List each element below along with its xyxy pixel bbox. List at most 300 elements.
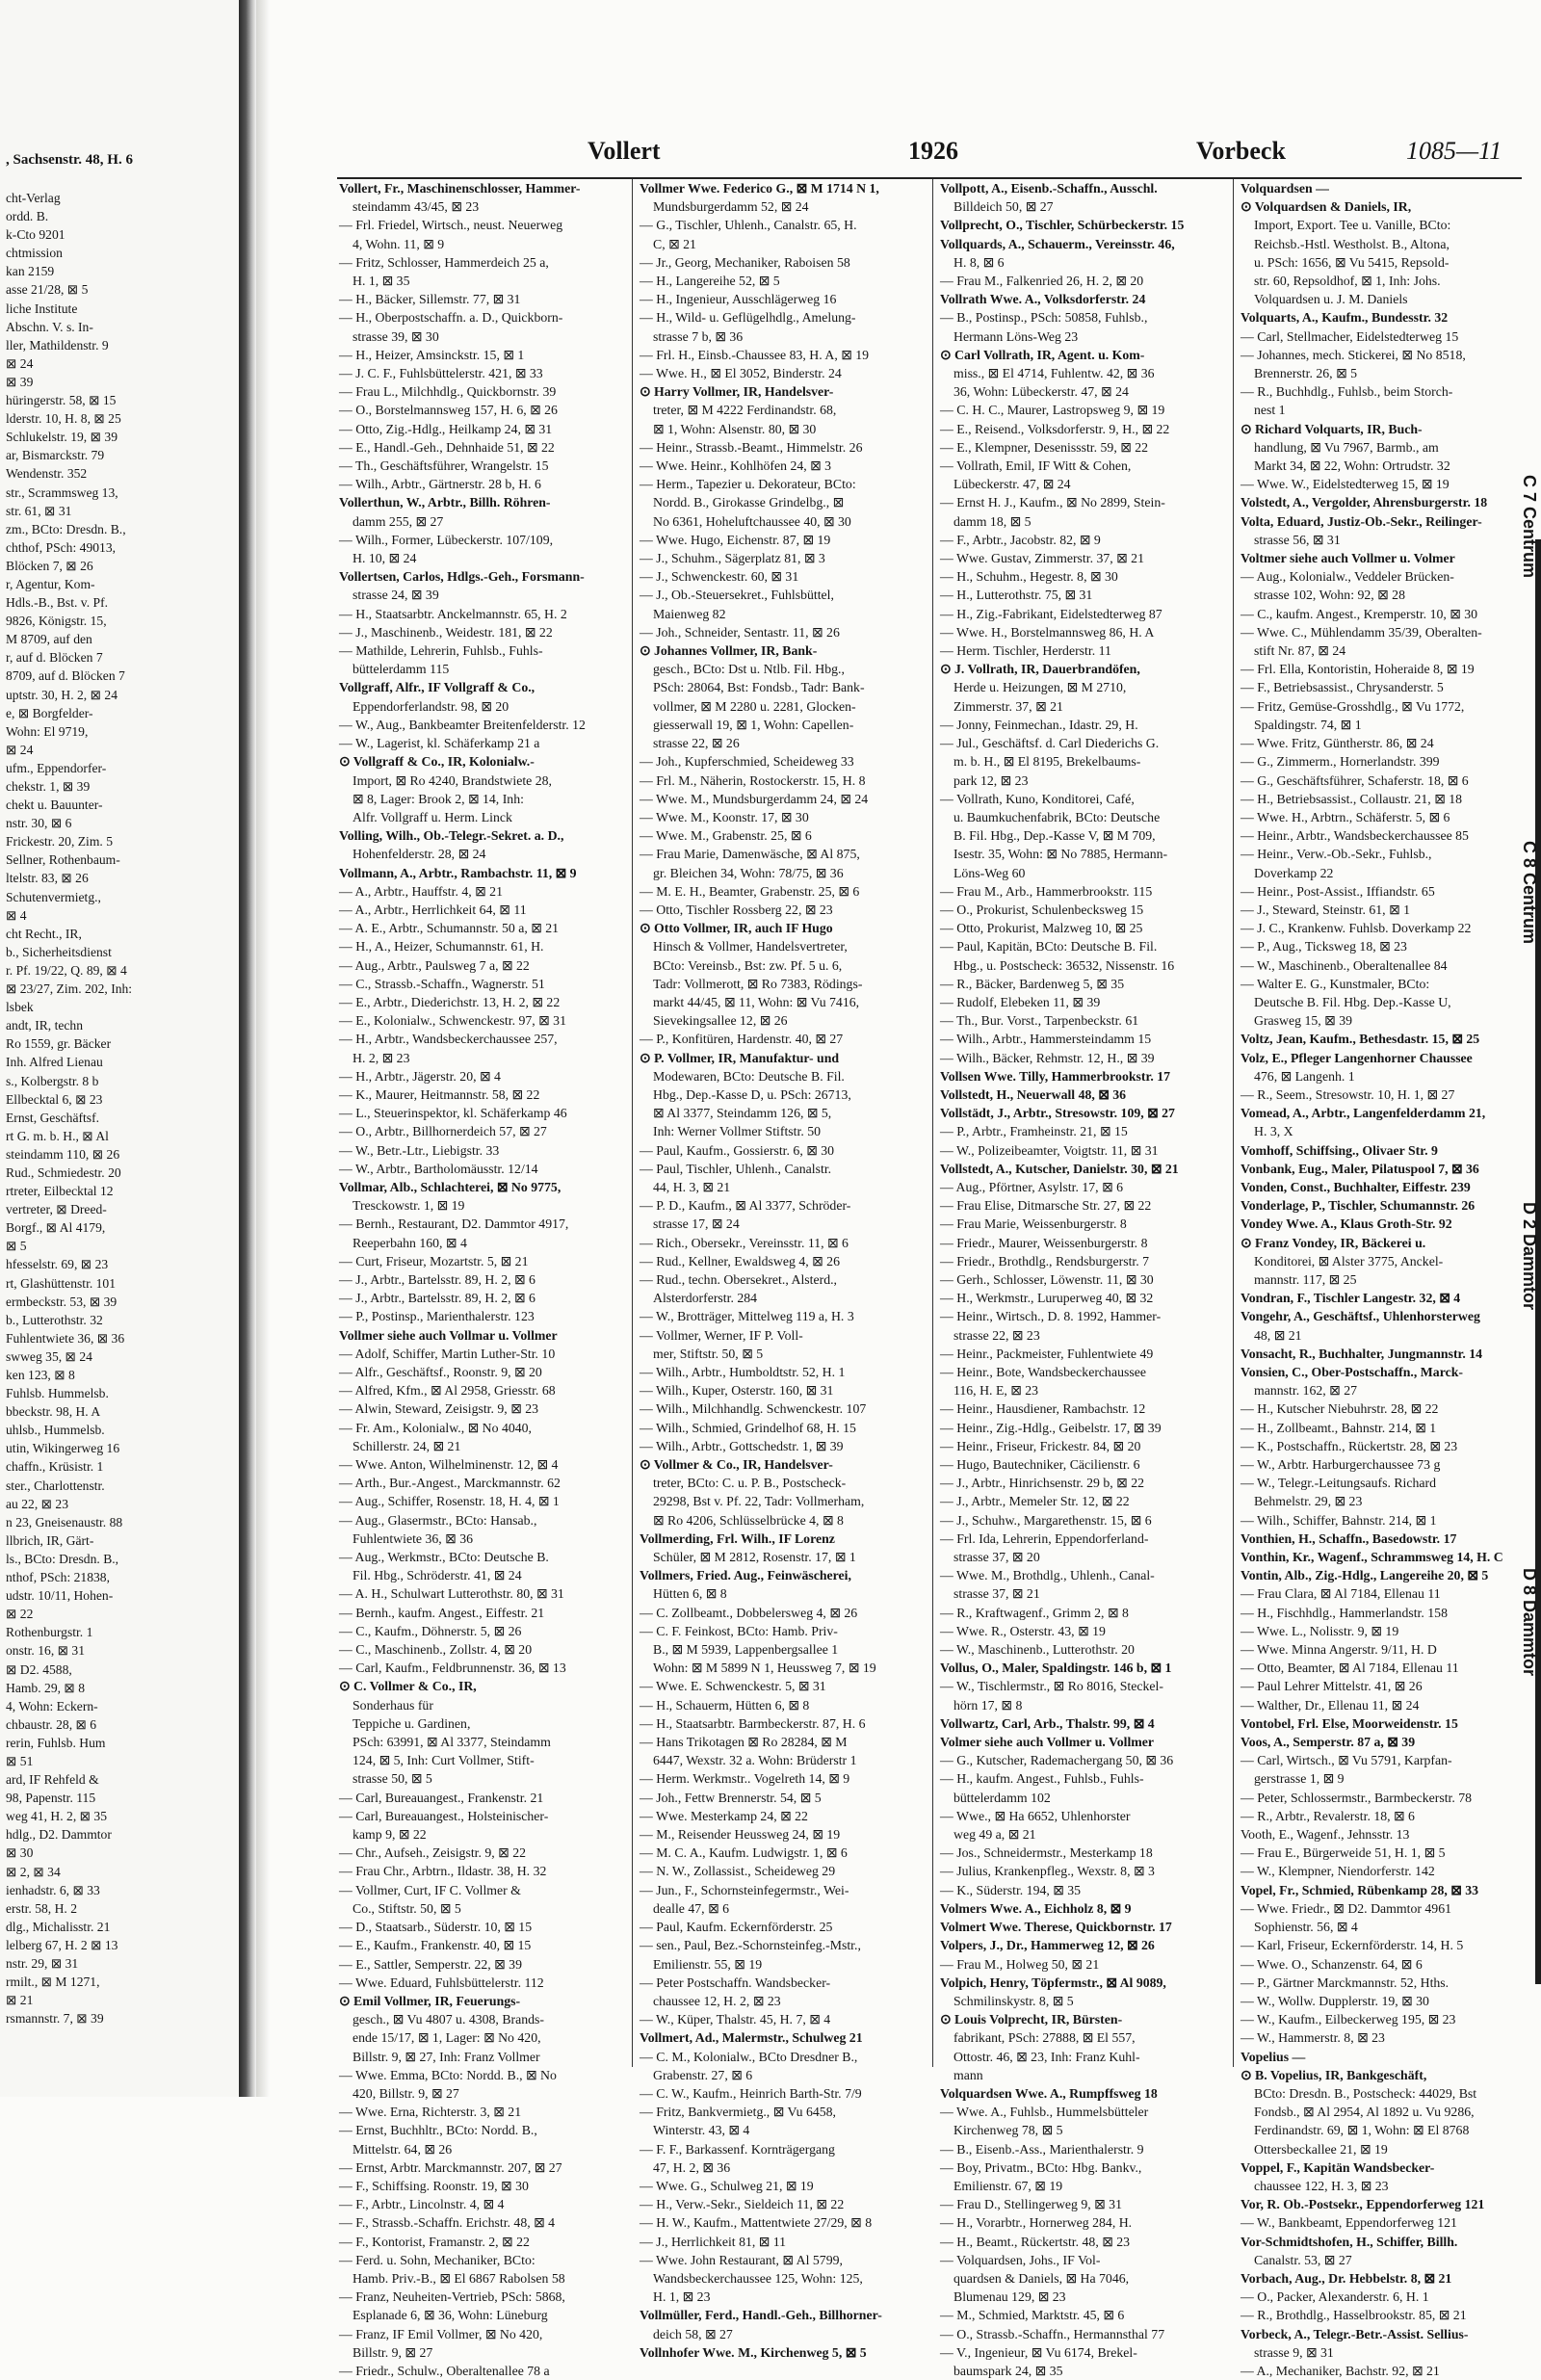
previous-page-line: chbaustr. 28, ⊠ 6: [6, 1716, 97, 1732]
directory-entry: — Th., Geschäftsführer, Wrangelstr. 15: [339, 458, 549, 474]
directory-entry: — Wwe. Eduard, Fuhlsbüttelerstr. 112: [339, 1975, 544, 1990]
directory-entry: büttelerdamm 115: [353, 662, 450, 677]
directory-entry: ⊠ 8, Lager: Brook 2, ⊠ 14, Inh:: [353, 791, 524, 806]
directory-entry: — H., Wild- u. Geflügelhdlg., Amelung-: [640, 310, 856, 326]
directory-entry: — Heinr., Zig.-Hdlg., Geibelstr. 17, ⊠ 39: [940, 1420, 1162, 1435]
directory-entry: — C., Kaufm., Döhnerstr. 5, ⊠ 26: [339, 1623, 522, 1638]
directory-entry: Volpich, Henry, Töpfermstr., ⊠ Al 9089,: [940, 1975, 1166, 1990]
directory-entry: — W., Arbtr., Bartholomäusstr. 12/14: [339, 1161, 538, 1176]
directory-entry: strasse 37, ⊠ 20: [953, 1550, 1040, 1565]
directory-entry: Vollprecht, O., Tischler, Schürbeckerstr. 15: [940, 218, 1185, 233]
previous-page-line: rtreter, Eilbecktal 12: [6, 1184, 114, 1199]
directory-entry: — Aug., Arbtr., Paulsweg 7 a, ⊠ 22: [339, 957, 530, 973]
directory-entry: gesch., BCto: Dst u. Ntlb. Fil. Hbg.,: [653, 662, 845, 677]
head-last-entry: Vorbeck: [1196, 137, 1286, 165]
directory-entry: Vontin, Alb., Zig.-Hdlg., Langereihe 20, ⊠ 5: [1241, 1568, 1489, 1583]
directory-entry: mann: [953, 2067, 983, 2082]
directory-entry: — Frl. M., Näherin, Rostockerstr. 15, H. 8: [640, 772, 866, 788]
directory-entry: — Gerh., Schlosser, Löwenstr. 11, ⊠ 30: [940, 1271, 1154, 1287]
previous-page-line: ⊠ 24: [6, 355, 34, 371]
directory-entry: — Vollrath, Kuno, Konditorei, Café,: [940, 791, 1135, 806]
directory-entry: — sen., Paul, Bez.-Schornsteinfeg.-Mstr.,: [640, 1938, 861, 1953]
directory-entry: — Frl. Friedel, Wirtsch., neust. Neuerweg: [339, 218, 563, 233]
directory-entry: Teppiche u. Gardinen,: [353, 1715, 471, 1731]
directory-entry: Vollstädt, J., Arbtr., Stresowstr. 109, ⊠ 27: [940, 1106, 1175, 1121]
directory-entry: u. Baumkuchenfabrik, BCto: Deutsche: [953, 809, 1161, 824]
column-1: [339, 179, 624, 2378]
directory-entry: — G., Geschäftsführer, Schaferstr. 18, ⊠ 6: [1241, 772, 1469, 788]
directory-entry: — E., Reisend., Volksdorferstr. 9, H., ⊠ 22: [940, 421, 1170, 436]
directory-entry: Doverkamp 22: [1254, 865, 1334, 880]
previous-page-line: hfesselstr. 69, ⊠ 23: [6, 1257, 109, 1272]
directory-entry: — Joh., Fettw Brennerstr. 54, ⊠ 5: [640, 1790, 822, 1805]
previous-page-line: Wohn: El 9719,: [6, 723, 89, 739]
directory-entry: Vongehr, A., Geschäftsf., Uhlenhorsterweg: [1241, 1309, 1480, 1324]
directory-entry: — Johannes, mech. Stickerei, ⊠ No 8518,: [1241, 347, 1466, 362]
directory-entry: — P., Arbtr., Framheinstr. 21, ⊠ 15: [940, 1124, 1128, 1139]
directory-entry: Vor, R. Ob.-Postsekr., Eppendorferweg 121: [1241, 2197, 1485, 2212]
directory-entry: — Paul, Kapitän, BCto: Deutsche B. Fil.: [940, 939, 1158, 955]
directory-entry: — Wwe. M., Mundsburgerdamm 24, ⊠ 24: [640, 791, 869, 806]
directory-entry: — Aug., Pförtner, Asylstr. 17, ⊠ 6: [940, 1179, 1123, 1194]
directory-entry: Sievekingsallee 12, ⊠ 26: [653, 1013, 788, 1029]
directory-entry: hörn 17, ⊠ 8: [953, 1697, 1023, 1713]
directory-entry: — Carl, Stellmacher, Eidelstedterweg 15: [1241, 328, 1459, 344]
directory-entry: — Rud., Kellner, Ewaldsweg 4, ⊠ 26: [640, 1253, 840, 1268]
directory-entry: — Wilh., Bäcker, Rehmstr. 12, H., ⊠ 39: [940, 1050, 1155, 1065]
directory-entry: — A. H., Schulwart Lutterothstr. 80, ⊠ 31: [339, 1586, 564, 1602]
directory-entry: — Wwe. M., Koonstr. 17, ⊠ 30: [640, 809, 809, 824]
directory-entry: — M., Schmied, Marktstr. 45, ⊠ 6: [940, 2308, 1125, 2323]
district-note: D 2 Dammtor: [1520, 1201, 1539, 1310]
directory-entry: — H., Langereihe 52, ⊠ 5: [640, 274, 780, 289]
previous-page-line: Hdls.-B., Bst. v. Pf.: [6, 595, 108, 611]
directory-entry: Vontobel, Frl. Else, Moorweidenstr. 15: [1241, 1715, 1458, 1731]
directory-entry: Billdeich 50, ⊠ 27: [953, 199, 1054, 215]
directory-entry: — Wwe., ⊠ Ha 6652, Uhlenhorster: [940, 1808, 1131, 1823]
previous-page-line: b., Lutterothstr. 32: [6, 1312, 103, 1327]
directory-entry: — E., Kaufm., Frankenstr. 40, ⊠ 15: [339, 1938, 532, 1953]
directory-entry: — W., Klempner, Niendorferstr. 142: [1241, 1864, 1435, 1879]
directory-entry: Zimmerstr. 37, ⊠ 21: [953, 698, 1063, 714]
directory-entry: strasse 39, ⊠ 30: [353, 328, 439, 344]
directory-entry: Voltz, Jean, Kaufm., Bethesdastr. 15, ⊠ 25: [1241, 1032, 1480, 1047]
directory-entry: — Hans Trikotagen ⊠ Ro 28284, ⊠ M: [640, 1735, 848, 1750]
directory-entry: — Herm. Tischler, Herderstr. 11: [940, 643, 1111, 659]
directory-entry: Nordd. B., Girokasse Grindelbg., ⊠: [653, 495, 845, 510]
previous-page-line: Schlukelstr. 19, ⊠ 39: [6, 430, 118, 445]
directory-entry: Maienweg 82: [653, 606, 726, 621]
directory-entry: — Fritz, Schlosser, Hammerdeich 25 a,: [339, 254, 549, 270]
directory-entry: nest 1: [1254, 403, 1286, 418]
directory-entry: Esplanade 6, ⊠ 36, Wohn: Lüneburg: [353, 2308, 548, 2323]
district-note: D 8 Dammtor: [1520, 1567, 1539, 1676]
previous-page-line: weg 41, H. 2, ⊠ 35: [6, 1809, 108, 1824]
directory-entry: — H., Schauerm, Hütten 6, ⊠ 8: [640, 1697, 810, 1713]
directory-entry: — Wwe. R., Osterstr. 43, ⊠ 19: [940, 1623, 1106, 1638]
directory-entry: Vonderlage, P., Tischler, Schumannstr. 26: [1241, 1198, 1476, 1214]
previous-page-line: s., Kolbergstr. 8 b: [6, 1073, 99, 1088]
previous-page-line: ⊠ 5: [6, 1239, 27, 1254]
directory-entry: Inh: Werner Vollmer Stiftstr. 50: [653, 1124, 822, 1139]
directory-entry: — R., Seem., Stresowstr. 10, H. 1, ⊠ 27: [1241, 1086, 1455, 1102]
directory-entry: — Rud., techn. Obersekret., Alsterd.,: [640, 1271, 837, 1287]
directory-entry: — H., Vorarbtr., Hornerweg 284, H.: [940, 2215, 1133, 2231]
directory-entry: — O., Borstelmannsweg 157, H. 6, ⊠ 26: [339, 403, 558, 418]
directory-entry: — H., Lutterothstr. 75, ⊠ 31: [940, 588, 1093, 603]
previous-page-line: Rud., Schmiedestr. 20: [6, 1164, 121, 1180]
directory-entry: strasse 22, ⊠ 26: [653, 736, 740, 751]
directory-entry: — E., Kolonialw., Schwenckestr. 97, ⊠ 31: [339, 1013, 566, 1029]
directory-entry: — Curt, Friseur, Mozartstr. 5, ⊠ 21: [339, 1253, 529, 1268]
directory-entry: strasse 17, ⊠ 24: [653, 1216, 740, 1232]
previous-page-line: ⊠ 23/27, Zim. 202, Inh:: [6, 981, 133, 997]
directory-entry: — Wwe. A., Fuhlsb., Hummelsbütteler: [940, 2105, 1149, 2120]
previous-page-line: onstr. 16, ⊠ 31: [6, 1643, 86, 1659]
directory-entry: Vomhoff, Schiffsing., Olivaer Str. 9: [1241, 1142, 1438, 1158]
previous-page-line: r. Pf. 19/22, Q. 89, ⊠ 4: [6, 962, 127, 978]
directory-entry: — Frau Marie, Weissenburgerstr. 8: [940, 1216, 1127, 1232]
directory-entry: — Alfred, Kfm., ⊠ Al 2958, Griesstr. 68: [339, 1383, 556, 1399]
previous-page-line: str., Scrammsweg 13,: [6, 484, 118, 500]
previous-page-line: Ernst, Geschäftsf.: [6, 1110, 100, 1125]
directory-entry: ⊙ Franz Vondey, IR, Bäckerei u.: [1241, 1235, 1426, 1250]
directory-entry: — Walter E. G., Kunstmaler, BCto:: [1241, 976, 1430, 991]
previous-page-line: Sellner, Rothenbaum-: [6, 852, 120, 868]
directory-entry: Vollwartz, Carl, Arb., Thalstr. 99, ⊠ 4: [940, 1715, 1155, 1731]
directory-entry: — H., Staatsarbtr. Barmbeckerstr. 87, H. 6: [640, 1715, 866, 1731]
directory-entry: — D., Staatsarb., Süderstr. 10, ⊠ 15: [339, 1920, 533, 1935]
directory-entry: — Wilh., Milchhandlg. Schwenckestr. 107: [640, 1401, 867, 1417]
directory-entry: — Wwe. E. Schwenckestr. 5, ⊠ 31: [640, 1679, 826, 1694]
previous-page-line: ard, IF Rehfeld &: [6, 1772, 99, 1788]
directory-entry: chaussee 12, H. 2, ⊠ 23: [653, 1993, 781, 2008]
directory-entry: Tresckowstr. 1, ⊠ 19: [353, 1198, 465, 1214]
directory-entry: — Wwe. G., Schulweg 21, ⊠ 19: [640, 2178, 814, 2193]
directory-entry: — Heinr., Arbtr., Wandsbeckerchaussee 85: [1241, 828, 1469, 844]
directory-entry: 4, Wohn. 11, ⊠ 9: [353, 236, 445, 251]
directory-entry: Blumenau 129, ⊠ 23: [953, 2289, 1066, 2305]
directory-entry: Vollmann, A., Arbtr., Rambachstr. 11, ⊠ 9: [339, 865, 577, 880]
directory-entry: — H., Staatsarbtr. Anckelmannstr. 65, H. 2: [339, 606, 567, 621]
directory-entry: — Joh., Kupferschmied, Scheideweg 33: [640, 754, 854, 770]
previous-page-line: ⊠ 30: [6, 1845, 34, 1861]
directory-entry: — Frau M., Falkenried 26, H. 2, ⊠ 20: [940, 274, 1144, 289]
directory-entry: strasse 37, ⊠ 21: [953, 1586, 1040, 1602]
previous-page-line: ken 123, ⊠ 8: [6, 1368, 75, 1382]
directory-entry: H. 1, ⊠ 23: [653, 2289, 711, 2305]
directory-entry: — Frau Marie, Damenwäsche, ⊠ Al 875,: [640, 847, 860, 862]
directory-entry: m. b. H., ⊠ El 8195, Brekelbaums-: [953, 754, 1141, 770]
directory-entry: Sophienstr. 56, ⊠ 4: [1254, 1920, 1358, 1935]
directory-entry: ⊠ Ro 4206, Schlüsselbrücke 4, ⊠ 8: [653, 1512, 844, 1528]
previous-page-line: ⊠ 39: [6, 374, 34, 389]
directory-entry: — Wwe. Minna Angerstr. 9/11, H. D: [1241, 1642, 1437, 1658]
directory-entry: Hamb. Priv.-B., ⊠ El 6867 Rabolsen 58: [353, 2270, 565, 2286]
previous-page-line: Inh. Alfred Lienau: [6, 1055, 103, 1070]
directory-entry: Schillerstr. 24, ⊠ 21: [353, 1438, 461, 1453]
directory-entry: Vollmer siehe auch Vollmar u. Vollmer: [339, 1327, 558, 1343]
directory-entry: — A., Arbtr., Herrlichkeit 64, ⊠ 11: [339, 902, 527, 917]
directory-entry: — Ernst, Buchhltr., BCto: Nordd. B.,: [339, 2123, 537, 2138]
directory-entry: — Frau Elise, Ditmarsche Str. 27, ⊠ 22: [940, 1198, 1152, 1214]
directory-entry: Vollpott, A., Eisenb.-Schaffn., Ausschl.: [940, 181, 1158, 196]
directory-entry: Volpers, J., Dr., Hammerweg 12, ⊠ 26: [940, 1938, 1155, 1953]
directory-entry: ⊙ Harry Vollmer, IR, Handelsver-: [640, 384, 834, 400]
previous-page-line: Fuhlentwiete 36, ⊠ 36: [6, 1330, 125, 1346]
directory-entry: — Wwe. L., Nolisstr. 9, ⊠ 19: [1241, 1623, 1399, 1638]
directory-entry: — M. C. A., Kaufm. Ludwigstr. 1, ⊠ 6: [640, 1845, 848, 1861]
directory-entry: strasse 7 b, ⊠ 36: [653, 328, 744, 344]
directory-entry: — H., Zollbeamt., Bahnstr. 214, ⊠ 1: [1241, 1420, 1437, 1435]
directory-entry: — Wwe. Anton, Wilhelminenstr. 12, ⊠ 4: [339, 1457, 559, 1473]
directory-entry: — H., Schuhm., Hegestr. 8, ⊠ 30: [940, 569, 1118, 585]
directory-entry: Volz, E., Pfleger Langenhorner Chaussee: [1241, 1050, 1473, 1065]
directory-entry: Vollsen Wwe. Tilly, Hammerbrookstr. 17: [940, 1068, 1171, 1084]
directory-entry: — Jos., Schneidermstr., Mesterkamp 18: [940, 1845, 1153, 1861]
previous-page-line: 4, Wohn: Eckern-: [6, 1698, 98, 1713]
directory-entry: strasse 56, ⊠ 31: [1254, 532, 1341, 547]
directory-entry: — E., Arbtr., Diederichstr. 13, H. 2, ⊠ 22: [339, 994, 561, 1009]
previous-page-line: ller, Mathildenstr. 9: [6, 337, 109, 353]
previous-page-line: Ellbecktal 6, ⊠ 23: [6, 1091, 103, 1107]
directory-page: [270, 0, 1541, 2378]
previous-page-line: ls., BCto: Dresdn. B.,: [6, 1551, 119, 1566]
directory-entry: — A. E., Arbtr., Schumannstr. 50 a, ⊠ 21: [339, 921, 560, 936]
directory-entry: — B., Postinsp., PSch: 50858, Fuhlsb.,: [940, 310, 1148, 326]
directory-entry: — Heinr., Strassb.-Beamt., Himmelstr. 26: [640, 439, 863, 455]
directory-entry: — Frau D., Stellingerweg 9, ⊠ 31: [940, 2197, 1122, 2212]
directory-entry: — P., Postinsp., Marienthalerstr. 123: [339, 1309, 535, 1324]
directory-entry: — C. Zollbeamt., Dobbelersweg 4, ⊠ 26: [640, 1605, 858, 1620]
directory-entry: mer, Stiftstr. 50, ⊠ 5: [653, 1346, 764, 1361]
previous-page-line: ⊠ 2, ⊠ 34: [6, 1864, 61, 1879]
previous-page-line: chekt u. Bauunter-: [6, 798, 103, 813]
directory-entry: — E., Handl.-Geh., Dehnhaide 51, ⊠ 22: [339, 439, 555, 455]
directory-entry: — Adolf, Schiffer, Martin Luther-Str. 10: [339, 1346, 556, 1361]
directory-entry: — H., Oberpostschaffn. a. D., Quickborn-: [339, 310, 563, 326]
directory-entry: Schüler, ⊠ M 2812, Rosenstr. 17, ⊠ 1: [653, 1550, 856, 1565]
directory-entry: — Aug., Kolonialw., Veddeler Brücken-: [1241, 569, 1454, 585]
district-note: C 7 Centrum: [1520, 474, 1539, 578]
previous-page-line: nstr. 29, ⊠ 31: [6, 1956, 79, 1971]
directory-entry: — Jonny, Feinmechan., Idastr. 29, H.: [940, 717, 1138, 732]
directory-entry: Vopelius —: [1241, 2049, 1306, 2064]
previous-page-line: str. 61, ⊠ 31: [6, 503, 72, 518]
previous-page-line: zm., BCto: Dresdn. B.,: [6, 521, 126, 536]
directory-entry: Vonbank, Eug., Maler, Pilatuspool 7, ⊠ 36: [1241, 1161, 1479, 1176]
book-gutter: [239, 0, 256, 2097]
previous-page-line: lsbek: [6, 1000, 34, 1015]
directory-entry: Vonsien, C., Ober-Postschaffn., Marck-: [1241, 1365, 1463, 1379]
directory-entry: — Frl. H., Einsb.-Chaussee 83, H. A, ⊠ 19: [640, 347, 870, 362]
directory-entry: — Th., Bur. Vorst., Tarpenbeckstr. 61: [940, 1013, 1139, 1029]
directory-entry: — H., Bäcker, Sillemstr. 77, ⊠ 31: [339, 292, 521, 307]
directory-entry: — Paul, Kaufm., Gossierstr. 6, ⊠ 30: [640, 1142, 835, 1158]
previous-page-line: chekstr. 1, ⊠ 39: [6, 779, 91, 794]
directory-entry: Vonthin, Kr., Wagenf., Schrammsweg 14, H. C: [1241, 1550, 1503, 1565]
directory-entry: Vondran, F., Tischler Langestr. 32, ⊠ 4: [1241, 1291, 1461, 1306]
directory-entry: — Heinr., Verw.-Ob.-Sekr., Fuhlsb.,: [1241, 847, 1432, 862]
directory-entry: — F., Schiffsing. Roonstr. 19, ⊠ 30: [339, 2178, 529, 2193]
district-edge-notes: [1520, 474, 1541, 1984]
directory-entry: Wohn: ⊠ M 5899 N 1, Heussweg 7, ⊠ 19: [653, 1661, 876, 1676]
directory-entry: — Wwe. H., Arbtrn., Schäferstr. 5, ⊠ 6: [1241, 809, 1450, 824]
previous-page-line: Blöcken 7, ⊠ 26: [6, 558, 93, 573]
directory-entry: 36, Wohn: Lübeckerstr. 47, ⊠ 24: [953, 384, 1129, 400]
column-2: [640, 179, 925, 2360]
directory-entry: — G., Tischler, Uhlenh., Canalstr. 65, H.: [640, 218, 857, 233]
directory-entry: — W., Lagerist, kl. Schäferkamp 21 a: [339, 736, 540, 751]
previous-page-line: Hamb. 29, ⊠ 8: [6, 1680, 85, 1695]
directory-entry: — Peter, Schlossermstr., Barmbeckerstr. 78: [1241, 1790, 1473, 1805]
directory-entry: — Fritz, Bankvermietg., ⊠ Vu 6458,: [640, 2105, 836, 2120]
directory-entry: — K., Süderstr. 194, ⊠ 35: [940, 1882, 1082, 1897]
directory-entry: — Boy, Privatm., BCto: Hbg. Bankv.,: [940, 2159, 1142, 2175]
previous-page-line: 8709, auf d. Blöcken 7: [6, 668, 125, 684]
directory-entry: Vollmers, Fried. Aug., Feinwäscherei,: [640, 1568, 851, 1583]
directory-entry: — Vollrath, Emil, IF Witt & Cohen,: [940, 458, 1132, 474]
directory-entry: — H., Fischhdlg., Hammerlandstr. 158: [1241, 1605, 1448, 1620]
directory-entry: — Fritz, Gemüse-Grosshdlg., ⊠ Vu 1772,: [1241, 698, 1465, 714]
directory-entry: Hütten 6, ⊠ 8: [653, 1586, 727, 1602]
previous-page-line: nthof, PSch: 21838,: [6, 1570, 110, 1585]
directory-entry: H. 8, ⊠ 6: [953, 254, 1005, 270]
directory-entry: Billstr. 9, ⊠ 27: [353, 2344, 433, 2360]
directory-entry: Vollrath Wwe. A., Volksdorferstr. 24: [940, 292, 1146, 307]
previous-page-line: uhlsb., Hummelsb.: [6, 1423, 105, 1438]
directory-entry: Kirchenweg 78, ⊠ 5: [953, 2123, 1063, 2138]
directory-entry: damm 255, ⊠ 27: [353, 513, 444, 529]
directory-entry: Vorbeck, A., Telegr.-Betr.-Assist. Sellius-: [1241, 2326, 1469, 2341]
previous-page-line: udstr. 10/11, Hohen-: [6, 1588, 114, 1604]
directory-entry: 124, ⊠ 5, Inh: Curt Vollmer, Stift-: [353, 1753, 535, 1768]
directory-entry: Vollgraff, Alfr., IF Vollgraff & Co.,: [339, 680, 535, 695]
directory-entry: — Heinr., Post-Assist., Iffiandstr. 65: [1241, 883, 1435, 899]
previous-page-lines: [6, 189, 233, 2027]
directory-entry: Wandsbeckerchaussee 125, Wohn: 125,: [653, 2270, 863, 2286]
directory-entry: Deutsche B. Fil. Hbg. Dep.-Kasse U,: [1254, 994, 1451, 1009]
directory-entry: — Wwe. H., ⊠ El 3052, Binderstr. 24: [640, 366, 842, 381]
directory-entry: — Franz, IF Emil Vollmer, ⊠ No 420,: [339, 2326, 543, 2341]
directory-entry: — W., Polizeibeamter, Voigtstr. 11, ⊠ 31: [940, 1142, 1159, 1158]
directory-entry: Vollquards, A., Schauerm., Vereinsstr. 46,: [940, 236, 1175, 251]
previous-page-line: 98, Papenstr. 115: [6, 1791, 96, 1806]
previous-page-line: hdlg., D2. Dammtor: [6, 1827, 112, 1843]
directory-entry: Vollmer Wwe. Federico G., ⊠ M 1714 N 1,: [640, 181, 879, 196]
previous-page-line: Schutenvermietg.,: [6, 889, 101, 904]
directory-entry: ⊙ B. Vopelius, IR, Bankgeschäft,: [1241, 2067, 1427, 2082]
directory-entry: — Wilh., Schmied, Grindelhof 68, H. 15: [640, 1420, 856, 1435]
directory-entry: Hinsch & Vollmer, Handelsvertreter,: [653, 939, 848, 955]
directory-entry: Vomead, A., Arbtr., Langenfelderdamm 21,: [1241, 1106, 1486, 1121]
previous-page-line: Borgf., ⊠ Al 4179,: [6, 1220, 106, 1236]
directory-entry: strasse 24, ⊠ 39: [353, 588, 439, 603]
directory-entry: ⊙ J. Vollrath, IR, Dauerbrandöfen,: [940, 662, 1140, 677]
directory-entry: — Wwe. M., Brothdlg., Uhlenh., Canal-: [940, 1568, 1155, 1583]
directory-entry: — Bernh., kaufm. Angest., Eiffestr. 21: [339, 1605, 545, 1620]
directory-entry: 29298, Bst v. Pf. 22, Tadr: Vollmerham,: [653, 1494, 865, 1509]
directory-entry: — C. M., Kolonialw., BCto Dresdner B.,: [640, 2049, 858, 2064]
previous-page-line: ⊠ 22: [6, 1607, 34, 1622]
directory-entry: — H., Arbtr., Wandsbeckerchaussee 257,: [339, 1032, 558, 1047]
directory-entry: chaussee 122, H. 3, ⊠ 23: [1254, 2178, 1389, 2193]
directory-entry: BCto: Dresdn. B., Postscheck: 44029, Bst: [1254, 2085, 1477, 2101]
previous-page-line: ordd. B.: [6, 209, 49, 224]
directory-entry: ⊙ Vollgraff & Co., IR, Kolonialw.-: [339, 754, 535, 770]
directory-entry: — Wwe. Fritz, Güntherstr. 86, ⊠ 24: [1241, 736, 1434, 751]
directory-entry: 116, H. E, ⊠ 23: [953, 1383, 1039, 1399]
previous-page-line: asse 21/28, ⊠ 5: [6, 282, 89, 298]
directory-entry: — P., Konfitüren, Hardenstr. 40, ⊠ 27: [640, 1032, 844, 1047]
directory-entry: — Alfr., Geschäftsf., Roonstr. 9, ⊠ 20: [339, 1365, 542, 1379]
directory-entry: — C. W., Kaufm., Heinrich Barth-Str. 7/9: [640, 2085, 862, 2101]
directory-entry: — Volquardsen, Johs., IF Vol-: [940, 2252, 1101, 2267]
directory-entry: Vollmüller, Ferd., Handl.-Geh., Billhorner-: [640, 2308, 882, 2323]
directory-entry: ⊙ Vollmer & Co., IR, Handelsver-: [640, 1457, 833, 1473]
directory-entry: gesch., ⊠ Vu 4807 u. 4308, Brands-: [353, 2012, 545, 2027]
directory-entry: — W., Telegr.-Leitungsaufs. Richard: [1241, 1476, 1437, 1491]
directory-entry: — Wwe. C., Mühlendamm 35/39, Oberalten-: [1241, 624, 1482, 640]
directory-entry: Vooth, E., Wagenf., Jehnsstr. 13: [1241, 1827, 1410, 1843]
directory-entry: — G., Zimmerm., Hornerlandstr. 399: [1241, 754, 1440, 770]
previous-page-line: ⊠ 24: [6, 742, 34, 757]
directory-entry: — Wwe. Mesterkamp 24, ⊠ 22: [640, 1808, 808, 1823]
directory-entry: — B., Eisenb.-Ass., Marienthalerstr. 9: [940, 2141, 1144, 2157]
previous-page-line: ⊠ 4: [6, 907, 27, 923]
directory-entry: steindamm 43/45, ⊠ 23: [353, 199, 480, 215]
directory-entry: Vollmerding, Frl. Wilh., IF Lorenz: [640, 1530, 835, 1546]
column-3: [940, 179, 1225, 2378]
directory-entry: — Paul Lehrer Mittelstr. 41, ⊠ 26: [1241, 1679, 1423, 1694]
directory-entry: — Wilh., Former, Lübeckerstr. 107/109,: [339, 532, 554, 547]
previous-page-line: kan 2159: [6, 264, 55, 279]
directory-entry: quardsen & Daniels, ⊠ Ha 7046,: [953, 2270, 1130, 2286]
directory-entry: — O., Arbtr., Billhornerdeich 57, ⊠ 27: [339, 1124, 547, 1139]
directory-entry: gerstrasse 1, ⊠ 9: [1254, 1771, 1345, 1787]
directory-entry: — J., Maschinenb., Weidestr. 181, ⊠ 22: [339, 624, 553, 640]
directory-entry: Emilienstr. 67, ⊠ 19: [953, 2178, 1063, 2193]
directory-entry: — J., Arbtr., Bartelsstr. 89, H. 2, ⊠ 6: [339, 1271, 535, 1287]
directory-entry: — W., Brotträger, Mittelweg 119 a, H. 3: [640, 1309, 854, 1324]
directory-entry: Eppendorferlandstr. 98, ⊠ 20: [353, 698, 509, 714]
directory-entry: — Frl. Ida, Lehrerin, Eppendorferland-: [940, 1530, 1149, 1546]
directory-entry: — Carl, Wirtsch., ⊠ Vu 5791, Karpfan-: [1241, 1753, 1452, 1768]
directory-entry: — F., Betriebsassist., Chrysanderstr. 5: [1241, 680, 1444, 695]
directory-entry: Winterstr. 43, ⊠ 4: [653, 2123, 750, 2138]
directory-entry: — J., Herrlichkeit 81, ⊠ 11: [640, 2234, 787, 2249]
directory-entry: — Aug., Glasermstr., BCto: Hansab.,: [339, 1512, 537, 1528]
directory-entry: Volmer siehe auch Vollmer u. Vollmer: [940, 1735, 1155, 1750]
directory-entry: — W., Wollw. Dupplerstr. 19, ⊠ 30: [1241, 1993, 1429, 2008]
directory-entry: — H., Betriebsassist., Collaustr. 21, ⊠ 18: [1241, 791, 1463, 806]
directory-entry: — Otto, Beamter, ⊠ Al 7184, Ellenau 11: [1241, 1661, 1459, 1676]
directory-entry: park 12, ⊠ 23: [953, 772, 1029, 788]
directory-entry: Behmelstr. 29, ⊠ 23: [1254, 1494, 1363, 1509]
directory-entry: Spaldingstr. 74, ⊠ 1: [1254, 717, 1362, 732]
directory-entry: — Frau Clara, ⊠ Al 7184, Ellenau 11: [1241, 1586, 1441, 1602]
directory-entry: — F., Arbtr., Lincolnstr. 4, ⊠ 4: [339, 2197, 505, 2212]
previous-page-line: ufm., Eppendorfer-: [6, 760, 107, 775]
previous-page-line: ⊠ D2. 4588,: [6, 1661, 72, 1677]
directory-entry: — A., Arbtr., Hauffstr. 4, ⊠ 21: [339, 883, 503, 899]
directory-entry: baumspark 24, ⊠ 35: [953, 2363, 1063, 2378]
directory-entry: — V., Ingenieur, ⊠ Vu 6174, Brekel-: [940, 2344, 1137, 2360]
directory-entry: Import, Export. Tee u. Vanille, BCto:: [1254, 218, 1451, 233]
directory-entry: — P., Aug., Ticksweg 18, ⊠ 23: [1241, 939, 1407, 955]
directory-entry: — Herm., Tapezier u. Dekorateur, BCto:: [640, 477, 856, 492]
directory-entry: Ferdinandstr. 69, ⊠ 1, Wohn: ⊠ El 8768: [1254, 2123, 1470, 2138]
